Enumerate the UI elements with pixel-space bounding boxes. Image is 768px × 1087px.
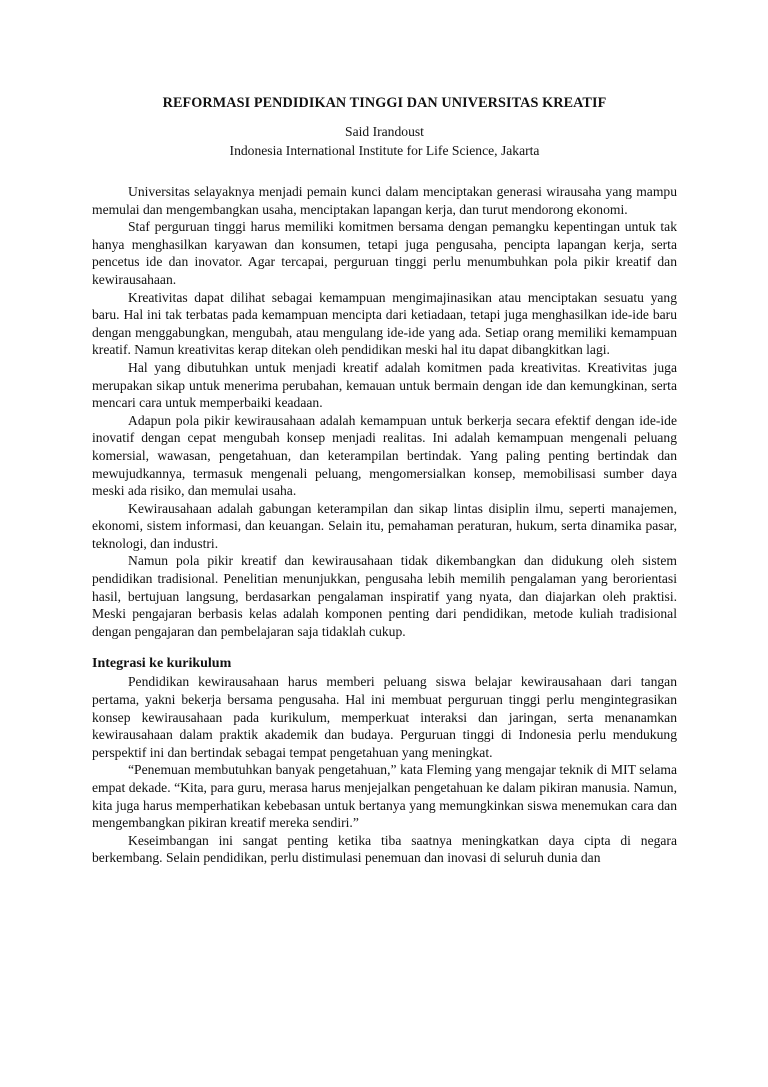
paragraph: Kewirausahaan adalah gabungan keterampilan dan sikap lintas disiplin ilmu, seperti manajemen, ekonomi, sistem informasi, dan keuangan. Selain itu, pemahaman peraturan, hukum, serta dinamika pasar, teknologi, dan industri. — [92, 500, 677, 551]
paragraph: Universitas selayaknya menjadi pemain kunci dalam menciptakan generasi wirausaha yang mampu memulai dan mengembangkan usaha, menciptakan lapangan kerja, dan turut mendorong ekonomi. — [92, 184, 677, 217]
paragraph: Hal yang dibutuhkan untuk menjadi kreatif adalah komitmen pada kreativitas. Kreativitas juga merupakan sikap untuk menerima perubahan, kemauan untuk bermain dengan ide dan kemungkinan, serta mencari cara untuk memperbaiki keadaan. — [92, 359, 677, 411]
section-heading: Integrasi ke kurikulum — [92, 656, 232, 672]
paragraph: Adapun pola pikir kewirausahaan adalah kemampuan untuk berkerja secara efektif dengan ide-ide inovatif dengan cepat mengubah konsep menjadi realitas. Ini adalah kemampuan mengenali peluang komersial, wawasan, pengetahuan, dan keterampilan bertindak. Yang paling penting bertindak dan mewujudkannya, termasuk mengenali peluang, mengomersialkan konsep, memobilisasi sumber daya meski ada risiko, dan memulai usaha. — [92, 412, 677, 499]
paragraph: “Penemuan membutuhkan banyak pengetahuan,” kata Fleming yang mengajar teknik di MIT selama empat dekade. “Kita, para guru, merasa harus menjejalkan pengetahuan ke dalam pikiran manusia. Namun, kita juga harus memperhatikan kebebasan untuk bertanya yang memungkinkan siswa menemukan cara dan mengembangkan pikiran kreatif mereka sendiri.” — [92, 762, 677, 831]
article-body — [92, 183, 677, 867]
paragraph: Keseimbangan ini sangat penting ketika tiba saatnya meningkatkan daya cipta di negara berkembang. Selain pendidikan, perlu distimulasi penemuan dan inovasi di seluruh dunia dan — [92, 832, 677, 866]
document-page — [92, 93, 677, 867]
paragraph: Staf perguruan tinggi harus memiliki komitmen bersama dengan pemangku kepentingan untuk tak hanya menghasilkan karyawan dan konsumen, tetapi juga pengusaha, pencipta lapangan kerja, serta pencetus ide dan inovator. Agar tercapai, perguruan tinggi perlu menumbuhkan pola pikir kreatif dan kewirausahaan. — [92, 219, 677, 287]
paragraph: Namun pola pikir kreatif dan kewirausahaan tidak dikembangkan dan didukung oleh sistem pendidikan tradisional. Penelitian menunjukkan, pengusaha lebih memilih pengalaman yang berorientasi hasil, bertujuan langsung, berdasarkan pengalaman inspiratif yang nyata, dan diajarkan oleh praktisi. Meski pengajaran berbasis kelas adalah komponen penting dari pendidikan, metode kuliah tradisional dengan pengajaran dan pembelajaran saja tidaklah cukup. — [92, 553, 677, 639]
author-affiliation: Indonesia International Institute for Life Science, Jakarta — [229, 143, 540, 158]
author-name: Said Irandoust — [345, 124, 424, 139]
document-title: REFORMASI PENDIDIKAN TINGGI DAN UNIVERSITAS KREATIF — [162, 95, 607, 111]
paragraph: Kreativitas dapat dilihat sebagai kemampuan mengimajinasikan atau menciptakan sesuatu yang baru. Hal ini tak terbatas pada kemampuan mencipta dari ketiadaan, tetapi juga menghasilkan ide-ide baru dengan menggabungkan, mengubah, atau mengulang ide-ide yang ada. Setiap orang memiliki kemampuan kreatif. Namun kreativitas kerap ditekan oleh pendidikan meski hal itu dapat dibangkitkan lagi. — [92, 289, 677, 358]
paragraph: Pendidikan kewirausahaan harus memberi peluang siswa belajar kewirausahaan dari tangan pertama, yakni bekerja bersama pengusaha. Hal ini membuat perguruan tinggi perlu mengintegrasikan konsep kewirausahaan pada kurikulum, memperkuat interaksi dan jaringan, serta menanamkan kewirausahaan dalam praktik akademik dan budaya. Perguruan tinggi di Indonesia perlu mendukung perspektif ini dan bertindak sebagai tempat pengetahuan yang meningkat. — [92, 674, 677, 760]
